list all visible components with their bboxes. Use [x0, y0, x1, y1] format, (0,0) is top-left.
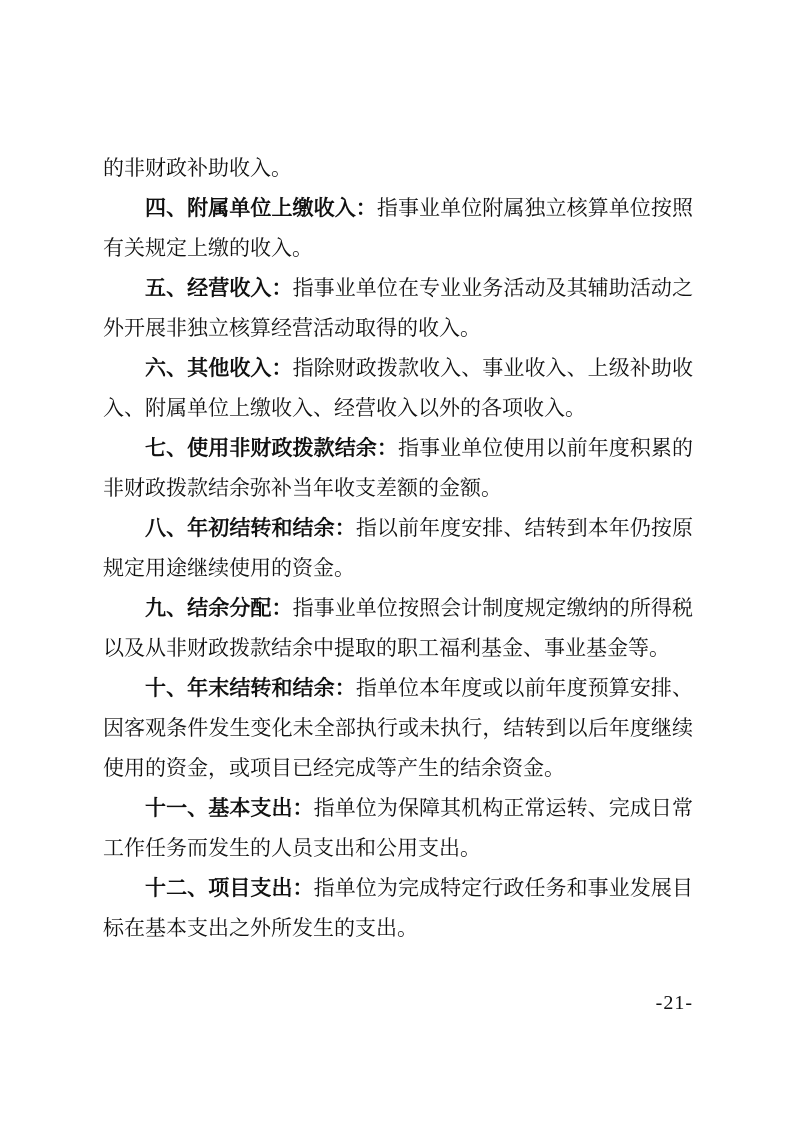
paragraph	[103, 668, 693, 788]
term-label: 十一、基本支出：	[145, 796, 314, 820]
term-label: 十、年末结转和结余：	[145, 676, 356, 700]
definition-text: 指事业单位使用以前年度积累的非财政拨款结余弥补当年收支差额的金额。	[103, 436, 694, 500]
paragraph	[103, 428, 693, 508]
definition-text: 的非财政补助收入。	[103, 156, 292, 180]
definition-text: 指单位为保障其机构正常运转、完成日常工作任务而发生的人员支出和公用支出。	[103, 796, 693, 860]
definition-text: 指除财政拨款收入、事业收入、上级补助收入、附属单位上缴收入、经营收入以外的各项收入。	[103, 356, 694, 420]
paragraph	[103, 348, 693, 428]
definition-text: 指事业单位在专业业务活动及其辅助活动之外开展非独立核算经营活动取得的收入。	[103, 276, 694, 340]
paragraph	[103, 788, 693, 868]
definition-text: 指单位为完成特定行政任务和事业发展目标在基本支出之外所发生的支出。	[103, 876, 693, 940]
term-label: 九、结余分配：	[145, 596, 293, 620]
paragraph	[103, 188, 693, 268]
term-label: 七、使用非财政拨款结余：	[145, 436, 398, 460]
definition-text: 指事业单位按照会计制度规定缴纳的所得税以及从非财政拨款结余中提取的职工福利基金、事业基金等。	[103, 596, 694, 660]
definition-text: 指事业单位附属独立核算单位按照有关规定上缴的收入。	[103, 196, 694, 260]
paragraph	[103, 868, 693, 948]
page-number: -21-	[655, 992, 693, 1014]
term-label: 五、经营收入：	[145, 276, 293, 300]
document-body	[103, 148, 693, 948]
term-label: 八、年初结转和结余：	[145, 516, 356, 540]
definition-text: 指单位本年度或以前年度预算安排、因客观条件发生变化未全部执行或未执行，结转到以后年度继续使用的资金，或项目已经完成等产生的结余资金。	[103, 676, 694, 780]
paragraph	[103, 508, 693, 588]
term-label: 六、其他收入：	[145, 356, 293, 380]
paragraph	[103, 268, 693, 348]
definition-text: 指以前年度安排、结转到本年仍按原规定用途继续使用的资金。	[103, 516, 694, 580]
term-label: 四、附属单位上缴收入：	[145, 196, 377, 220]
paragraph-continuation	[103, 148, 693, 188]
term-label: 十二、项目支出：	[145, 876, 314, 900]
paragraph	[103, 588, 693, 668]
